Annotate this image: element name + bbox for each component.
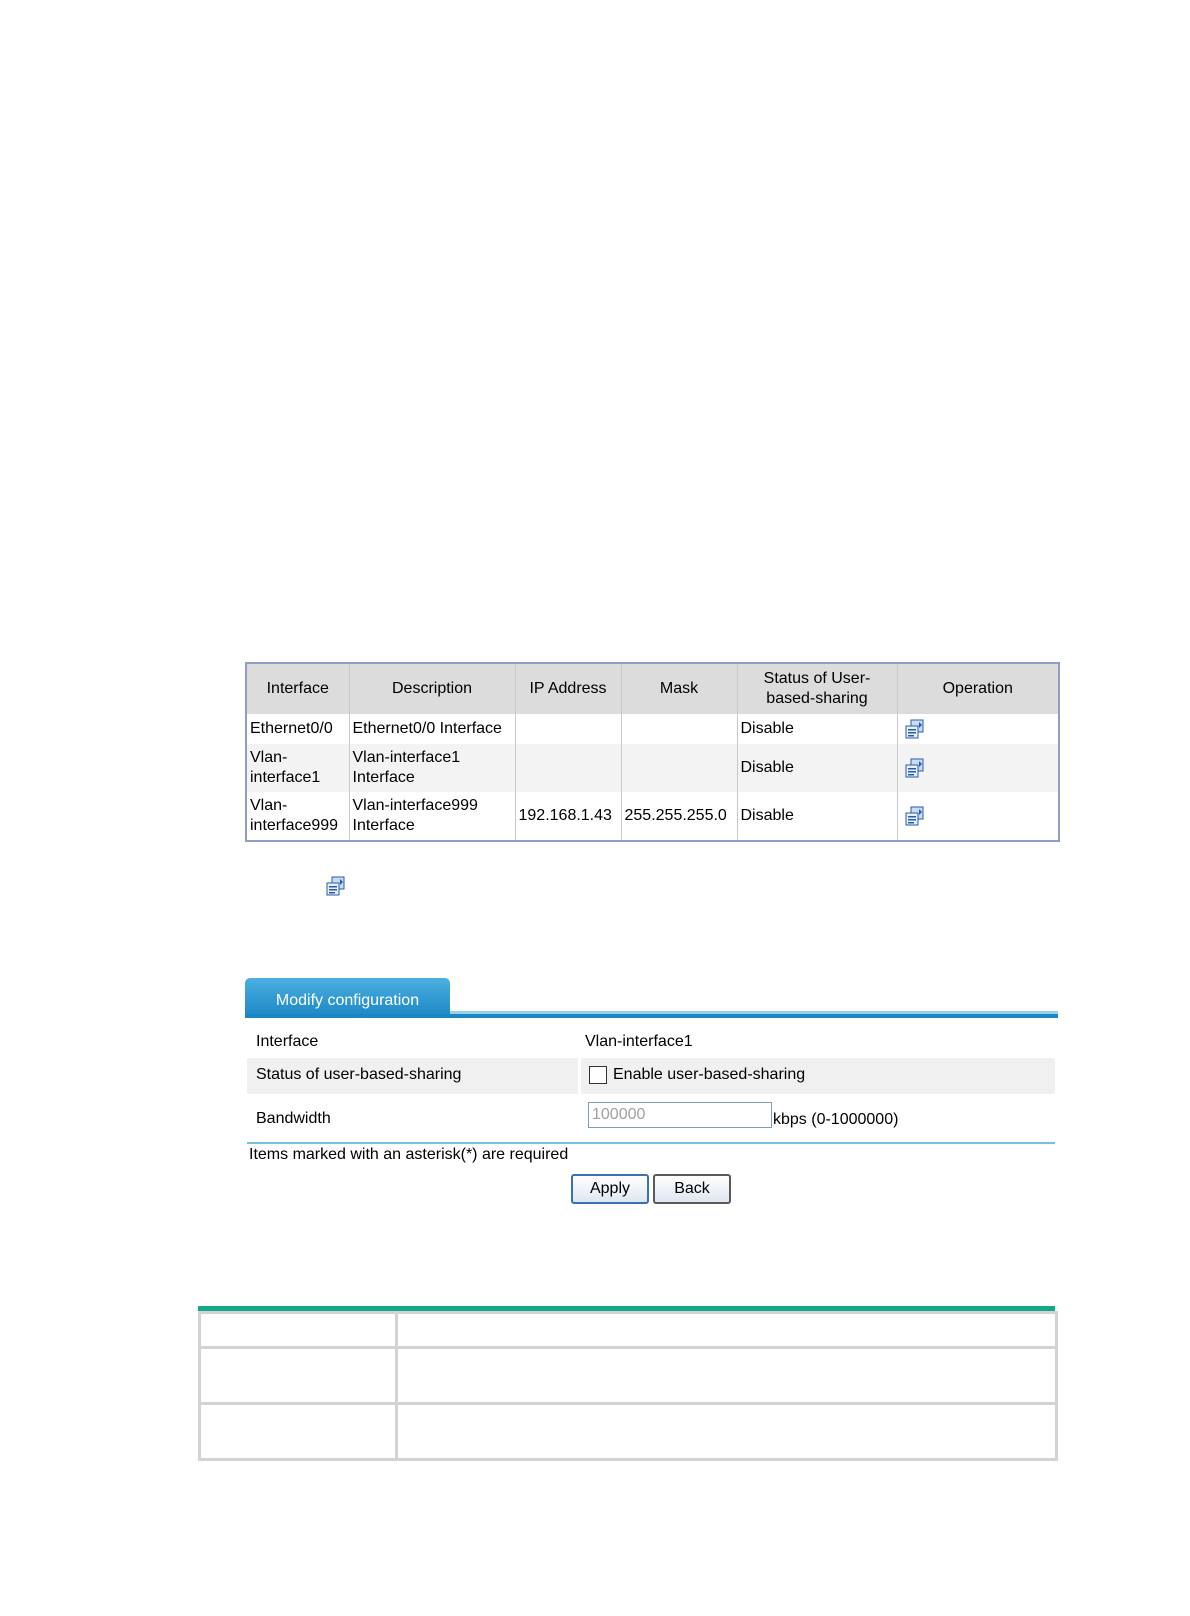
bandwidth-input[interactable]	[588, 1102, 772, 1128]
cell-operation	[897, 744, 1059, 792]
cell-mask: 255.255.255.0	[621, 792, 737, 841]
cell-interface: Vlan-interface1	[246, 744, 349, 792]
user-based-sharing-checkbox-label[interactable]: Enable user-based-sharing	[613, 1066, 806, 1083]
column-header-status: Status of User-based-sharing	[737, 663, 897, 714]
cell-status: Disable	[737, 792, 897, 841]
bandwidth-unit: kbps (0-1000000)	[773, 1111, 899, 1128]
interface-table	[245, 662, 1060, 842]
tab-underline	[245, 1014, 1058, 1018]
column-header-interface: Interface	[246, 663, 349, 714]
table-header-row	[246, 663, 1059, 714]
cell-description: Vlan-interface999 Interface	[349, 792, 515, 841]
column-header-ip-address: IP Address	[515, 663, 621, 714]
edit-config-icon[interactable]	[904, 718, 926, 740]
cell-status: Disable	[737, 744, 897, 792]
column-header-operation: Operation	[897, 663, 1059, 714]
apply-button[interactable]: Apply	[571, 1174, 649, 1204]
table-cell	[200, 1404, 397, 1460]
table-row	[246, 714, 1059, 744]
cell-ip-address	[515, 744, 621, 792]
back-button[interactable]: Back	[653, 1174, 731, 1204]
cell-interface: Vlan-interface999	[246, 792, 349, 841]
cell-interface: Ethernet0/0	[246, 714, 349, 744]
cell-mask	[621, 744, 737, 792]
bandwidth-row	[247, 1102, 1055, 1132]
cell-mask	[621, 714, 737, 744]
form-divider	[247, 1142, 1055, 1144]
status-row	[247, 1058, 1055, 1094]
tab-modify-configuration[interactable]: Modify configuration	[245, 978, 450, 1018]
status-label: Status of user-based-sharing	[256, 1066, 462, 1083]
table-row	[200, 1404, 1057, 1460]
table-cell	[200, 1348, 397, 1404]
interface-value: Vlan-interface1	[585, 1033, 693, 1050]
cell-ip-address: 192.168.1.43	[515, 792, 621, 841]
parameter-table	[198, 1311, 1058, 1461]
required-note: Items marked with an asterisk(*) are required	[249, 1146, 569, 1163]
table-cell	[200, 1313, 397, 1348]
column-header-description: Description	[349, 663, 515, 714]
cell-operation	[897, 714, 1059, 744]
cell-operation	[897, 792, 1059, 841]
table-row	[246, 792, 1059, 841]
table-row	[200, 1348, 1057, 1404]
interface-label: Interface	[256, 1033, 319, 1050]
cell-description: Vlan-interface1 Interface	[349, 744, 515, 792]
cell-ip-address	[515, 714, 621, 744]
interface-row	[247, 1030, 1055, 1056]
cell-status: Disable	[737, 714, 897, 744]
edit-config-icon[interactable]	[904, 805, 926, 827]
edit-config-icon	[325, 875, 347, 897]
column-header-mask: Mask	[621, 663, 737, 714]
edit-config-icon[interactable]	[904, 757, 926, 779]
status-value	[589, 1066, 805, 1084]
table-row	[246, 744, 1059, 792]
table-cell	[397, 1348, 1057, 1404]
table-row	[200, 1313, 1057, 1348]
cell-description: Ethernet0/0 Interface	[349, 714, 515, 744]
table-cell	[397, 1313, 1057, 1348]
user-based-sharing-checkbox[interactable]	[589, 1066, 607, 1084]
bandwidth-label: Bandwidth	[256, 1110, 331, 1127]
table-cell	[397, 1404, 1057, 1460]
